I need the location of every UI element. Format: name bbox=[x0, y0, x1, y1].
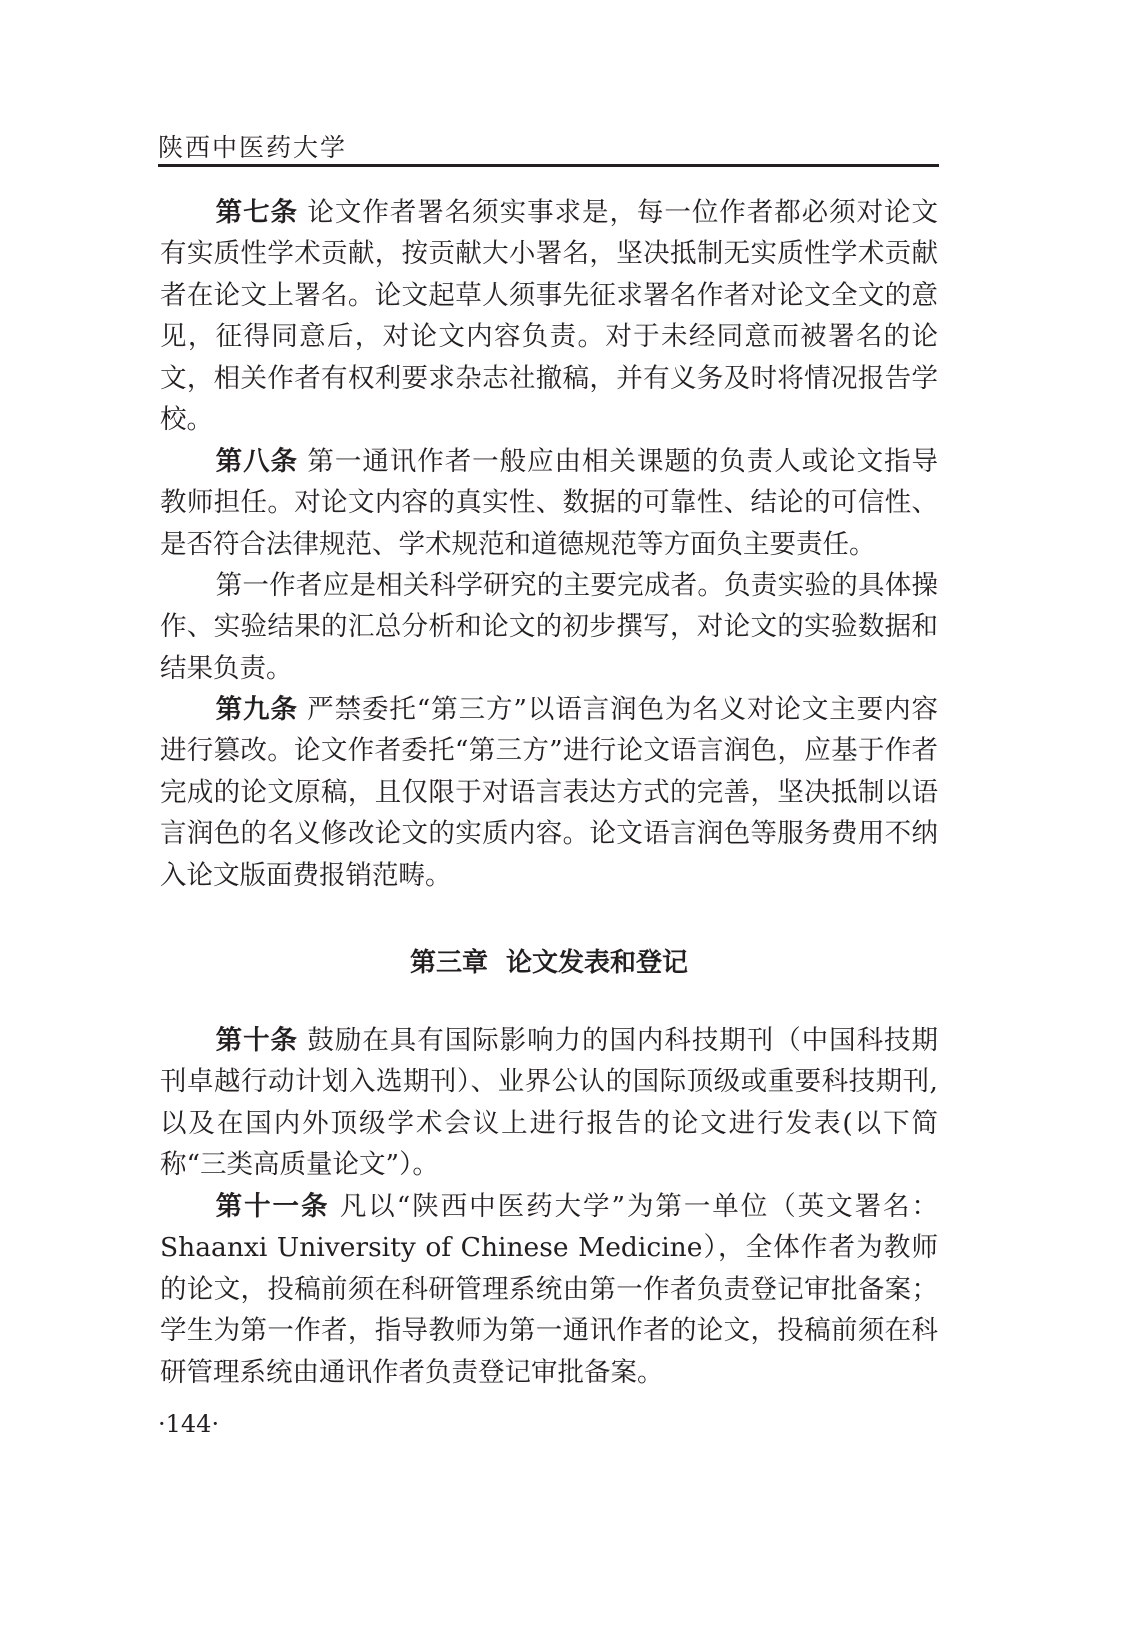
article-7 bbox=[160, 192, 938, 440]
article-label: 第十条 bbox=[215, 1025, 299, 1056]
article-label: 第八条 bbox=[215, 446, 299, 477]
article-label: 第十一条 bbox=[215, 1191, 330, 1222]
article-11 bbox=[160, 1186, 938, 1393]
header-rule bbox=[158, 164, 939, 167]
page-number: ·144· bbox=[158, 1410, 220, 1438]
article-9 bbox=[160, 689, 938, 896]
article-text: 第一作者应是相关科学研究的主要完成者。负责实验的具体操作、实验结果的汇总分析和论文的初步撰写，对论文的实验数据和结果负责。 bbox=[160, 570, 938, 684]
article-text: 鼓励在具有国际影响力的国内科技期刊（中国科技期刊卓越行动计划入选期刊）、业界公认的国际顶级或重要科技期刊,以及在国内外顶级学术会议上进行报告的论文进行发表(以下简称“三类高质量论文”）。 bbox=[160, 1025, 939, 1181]
article-text: 第一通讯作者一般应由相关课题的负责人或论文指导教师担任。对论文内容的真实性、数据的可靠性、结论的可信性、是否符合法律规范、学术规范和道德规范等方面负主要责任。 bbox=[160, 446, 939, 560]
chapter-heading: 第三章 论文发表和登记 bbox=[409, 948, 689, 978]
article-text: 凡以“陕西中医药大学”为第一单位（英文署名：Shaanxi University of Chinese Medicine），全体作者为教师的论文，投稿前须在科研管理系统由第一作者负责登记审批备案；学生为第一作者，指导教师为第一通讯作者的论文，投稿前须在科研管理系统由通讯作者负责登记审批备案。 bbox=[160, 1191, 938, 1388]
running-header: 陕西中医药大学 bbox=[158, 133, 348, 162]
article-8-continued bbox=[160, 565, 938, 689]
article-label: 第七条 bbox=[215, 197, 299, 228]
article-10 bbox=[160, 1020, 938, 1186]
article-8 bbox=[160, 441, 938, 565]
article-label: 第九条 bbox=[215, 694, 298, 725]
article-text: 论文作者署名须实事求是，每一位作者都必须对论文有实质性学术贡献，按贡献大小署名，坚决抵制无实质性学术贡献者在论文上署名。论文起草人须事先征求署名作者对论文全文的意见，征得同意后，对论文内容负责。对于未经同意而被署名的论文，相关作者有权利要求杂志社撤稿，并有义务及时将情况报告学校。 bbox=[160, 197, 939, 436]
article-text: 严禁委托“第三方”以语言润色为名义对论文主要内容进行篡改。论文作者委托“第三方”进行论文语言润色，应基于作者完成的论文原稿，且仅限于对语言表达方式的完善，坚决抵制以语言润色的名义修改论文的实质内容。论文语言润色等服务费用不纳入论文版面费报销范畴。 bbox=[160, 694, 938, 891]
